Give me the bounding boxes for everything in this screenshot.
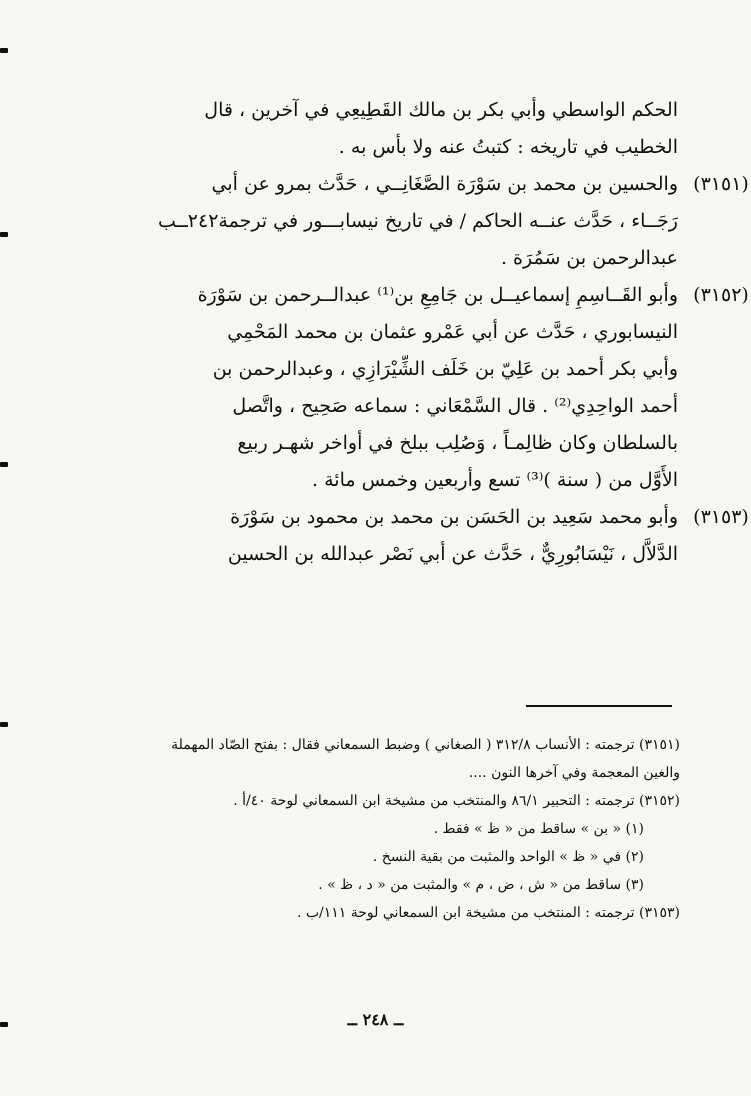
footnote-line: (٣١٥٢) ترجمته : التحبير ٨٦/١ والمنتخب من مشيخة ابن السمعاني لوحة ٤٠/أ . [233, 793, 680, 809]
footnote-line: والغين المعجمة وفي آخرها النون .... [468, 765, 680, 781]
text-line: رَجَــاء ، حَدَّث عنــه الحاكم / في تاريخ نيسابـــور في ترجمة٢٤٢ــب [157, 210, 678, 232]
page-number: ــ ٢٤٨ ــ [347, 1010, 404, 1029]
text-line: وأبو القَــاسِمِ إسماعيــل بن جَامِعِ بن⁽¹⁾ عبدالــرحمن بن سَوْرَة [197, 284, 678, 306]
margin-mark [0, 232, 8, 237]
footnote-line: (٣١٥٣) ترجمته : المنتخب من مشيخة ابن السمعاني لوحة ١١١/ب . [296, 905, 680, 921]
footnote-line: (٣١٥١) ترجمته : الأنساب ٣١٢/٨ ( الصغاني ) وضبط السمعاني فقال : بفتح الصّاد المهملة [171, 737, 680, 753]
footnote-line: (٢) في « ظ » الواحد والمثبت من بقية النسخ . [372, 849, 644, 865]
footnotes [80, 731, 680, 927]
text-line: الخطيب في تاريخه : كتبتُ عنه ولا بأس به . [338, 136, 678, 158]
text-line: الحكم الواسطي وأبي بكر بن مالك القَطِيعِي في آخرين ، قال [204, 99, 678, 121]
margin-mark [0, 722, 8, 727]
footnote-line: (٣) ساقط من « ش ، ض ، م » والمثبت من « د ، ظ » . [318, 877, 644, 893]
biography-entry-3152 [118, 277, 749, 499]
text-line: الأَوَّل من ( سنة )⁽³⁾ تسع وأربعين وخمس مائة . [312, 469, 678, 491]
biography-entry-3151 [118, 166, 749, 277]
text-line: والحسين بن محمد بن سَوْرَة الصَّغَانِــي ، حَدَّث بمرو عن أبي [211, 173, 678, 195]
text-line: بالسلطان وكان ظالِمـاً ، وَصُلِب ببلخ في أواخر شهـر ربيع [237, 432, 678, 454]
margin-mark [0, 48, 8, 53]
text-line: وأبو محمد سَعِيد بن الحَسَن بن محمد بن محمود بن سَوْرَة [230, 506, 678, 528]
main-text [118, 92, 749, 573]
margin-mark [0, 462, 8, 467]
text-line: وأبي بكر أحمد بن عَلِيّ بن خَلَف الشِّيْرَازِي ، وعبدالرحمن بن [212, 358, 678, 380]
entry-number: (٣١٥٣) [693, 506, 749, 528]
entry-number: (٣١٥٢) [693, 284, 749, 306]
text-line: النيسابوري ، حَدَّث عن أبي عَمْرو عثمان بن محمد المَحْمِي [227, 321, 678, 343]
entry-number: (٣١٥١) [693, 173, 749, 195]
footnote-line: (١) « بن » ساقط من « ظ » فقط . [433, 821, 644, 837]
text-line: أحمد الواحِدِي⁽²⁾ . قال السَّمْعَاني : سماعه صَحِيح ، واتَّصل [232, 395, 678, 417]
text-line: عبدالرحمن بن سَمُرَة . [500, 247, 678, 269]
text-line: الدَّلاَّل ، نَيْسَابُورِيٌّ ، حَدَّث عن أبي نَصْر عبدالله بن الحسين [227, 543, 678, 565]
footnote-separator [526, 705, 672, 707]
biography-entry-3153 [118, 499, 749, 573]
